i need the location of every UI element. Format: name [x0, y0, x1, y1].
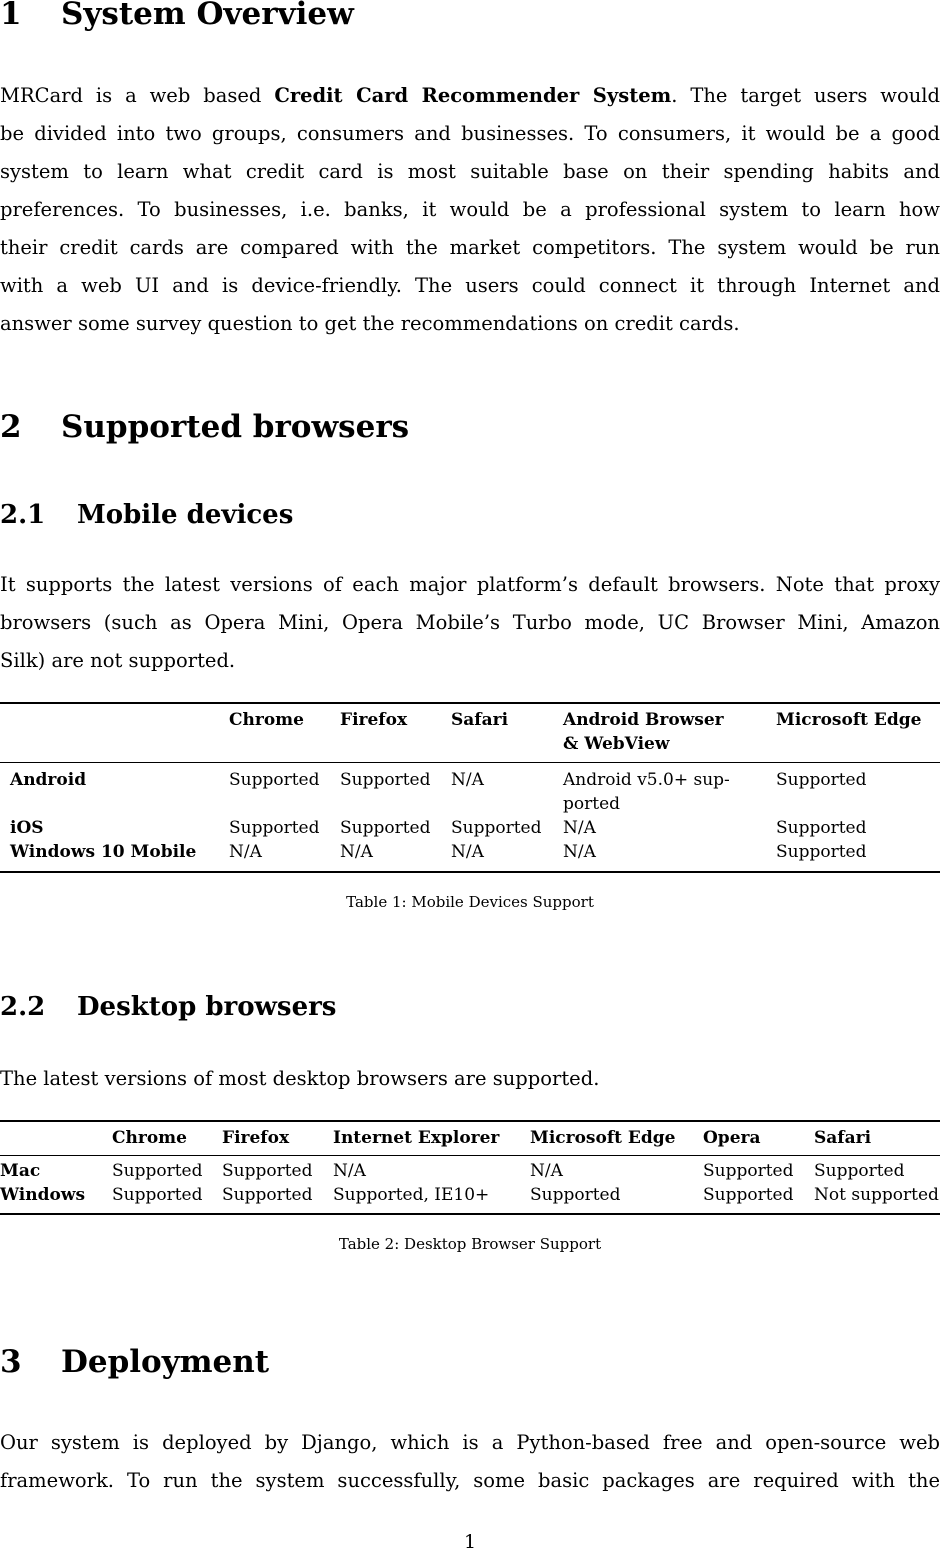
- header-cell: Safari: [814, 1128, 872, 1148]
- section-heading-system-overview: [0, 0, 354, 32]
- table-cell: N/A: [563, 842, 596, 862]
- paragraph-line: Silk) are not supported.: [0, 649, 236, 672]
- table-row: [0, 816, 940, 840]
- table-cell: N/A: [451, 842, 484, 862]
- subsection-heading-mobile-devices: [0, 500, 293, 530]
- overview-paragraph: [0, 77, 940, 343]
- paragraph-line: be divided into two groups, consumers and businesses. To consumers, it would be a good: [0, 122, 940, 145]
- table-caption: Table 1: Mobile Devices Support: [346, 893, 594, 911]
- table-cell: Supported: [229, 818, 320, 838]
- desktop-support-table: [0, 1126, 940, 1207]
- table-header-rule: [0, 762, 940, 763]
- header-cell: [0, 1126, 112, 1152]
- table-cell: [563, 768, 776, 816]
- header-cell: [0, 708, 229, 756]
- table-cell: Supported: [222, 1185, 313, 1205]
- table-cell: Supported: [703, 1161, 794, 1181]
- table-cell: N/A: [451, 770, 484, 790]
- table-header-rule: [0, 1155, 940, 1156]
- section-number: 1: [0, 0, 22, 32]
- table-row: [0, 840, 940, 864]
- paragraph-line: It supports the latest versions of each major platform’s default browsers. Note that proxy: [0, 573, 940, 596]
- header-cell: Safari: [451, 710, 509, 730]
- header-line: Android Browser: [563, 710, 724, 730]
- table-caption: Table 2: Desktop Browser Support: [338, 1235, 602, 1253]
- section-title: System Overview: [61, 0, 354, 32]
- bold-term: Credit Card Recommender System: [274, 84, 672, 107]
- header-cell: Microsoft Edge: [530, 1128, 676, 1148]
- text-run: . The target users would: [671, 84, 940, 107]
- section-heading-deployment: [0, 1344, 269, 1380]
- paragraph-line: framework. To run the system successfully, some basic packages are required with the: [0, 1469, 940, 1492]
- header-cell: Chrome: [112, 1128, 187, 1148]
- page-number: 1: [463, 1531, 477, 1553]
- table-cell: Supported: [112, 1185, 203, 1205]
- paragraph-line: with a web UI and is device-friendly. The users could connect it through Internet and: [0, 274, 940, 297]
- subsection-number: 2.1: [0, 500, 46, 530]
- table-cell: Supported: [530, 1185, 621, 1205]
- row-header: Windows: [0, 1185, 86, 1205]
- cell-line: Android v5.0+ sup-: [563, 770, 730, 790]
- table-top-rule: [0, 702, 940, 704]
- table-cell: Supported: [703, 1185, 794, 1205]
- subsection-heading-desktop-browsers: [0, 992, 336, 1022]
- paragraph-line: answer some survey question to get the recommendations on credit cards.: [0, 312, 740, 335]
- table-cell: N/A: [340, 842, 373, 862]
- mobile-paragraph: [0, 566, 940, 680]
- table-bottom-rule: [0, 871, 940, 873]
- paragraph-line: system to learn what credit card is most suitable base on their spending habits and: [0, 160, 940, 183]
- section-heading-supported-browsers: [0, 409, 409, 445]
- table-header-row: [0, 1126, 940, 1152]
- text-run: MRCard is a web based: [0, 84, 275, 107]
- subsection-number: 2.2: [0, 992, 46, 1022]
- table-cell: Supported: [814, 1161, 905, 1181]
- section-title: Deployment: [61, 1344, 270, 1380]
- table-cell: N/A: [563, 818, 596, 838]
- table-cell: Supported: [776, 842, 867, 862]
- table-cell: Supported: [776, 818, 867, 838]
- table-cell: Supported: [222, 1161, 313, 1181]
- table-cell: Supported: [451, 818, 542, 838]
- table-cell: Supported: [340, 818, 431, 838]
- row-header: Windows 10 Mobile: [10, 842, 197, 862]
- desktop-paragraph: [0, 1060, 940, 1098]
- table-cell: Not supported: [814, 1185, 939, 1205]
- header-cell: Internet Explorer: [333, 1128, 500, 1148]
- paragraph-line: Our system is deployed by Django, which is a Python-based free and open-source web: [0, 1431, 940, 1454]
- table-cell: Supported: [112, 1161, 203, 1181]
- deployment-paragraph: [0, 1424, 940, 1500]
- row-header: Android: [10, 770, 87, 790]
- paragraph-line: preferences. To businesses, i.e. banks, it would be a professional system to learn how: [0, 198, 940, 221]
- header-cell: Firefox: [222, 1128, 290, 1148]
- table-header-row: [0, 708, 940, 756]
- cell-line: ported: [563, 794, 621, 814]
- table-top-rule: [0, 1120, 940, 1122]
- table-cell: Supported: [229, 770, 320, 790]
- table-cell: N/A: [530, 1161, 563, 1181]
- table-cell: N/A: [333, 1161, 366, 1181]
- table-cell: Supported: [776, 770, 867, 790]
- row-header: Mac: [0, 1161, 41, 1181]
- header-cell: [563, 708, 776, 756]
- section-number: 3: [0, 1344, 22, 1380]
- section-number: 2: [0, 409, 22, 445]
- table-cell: Supported: [340, 770, 431, 790]
- table-bottom-rule: [0, 1213, 940, 1215]
- section-title: Supported browsers: [61, 409, 410, 445]
- table-row: [0, 1183, 940, 1207]
- paragraph-line: their credit cards are compared with the market competitors. The system would be run: [0, 236, 940, 259]
- paragraph-line: The latest versions of most desktop browsers are supported.: [0, 1067, 600, 1090]
- paragraph-line: browsers (such as Opera Mini, Opera Mobile’s Turbo mode, UC Browser Mini, Amazon: [0, 611, 940, 634]
- table-cell: N/A: [229, 842, 262, 862]
- table-row: [0, 1159, 940, 1183]
- header-cell: Microsoft Edge: [776, 710, 922, 730]
- mobile-support-table: [0, 708, 940, 864]
- paragraph-line: [0, 77, 940, 115]
- table-row: [0, 768, 940, 816]
- subsection-title: Mobile devices: [77, 500, 294, 530]
- header-line: & WebView: [563, 734, 670, 754]
- table-cell: Supported, IE10+: [333, 1185, 490, 1205]
- header-cell: Opera: [703, 1128, 761, 1148]
- header-cell: Chrome: [229, 710, 304, 730]
- header-cell: Firefox: [340, 710, 408, 730]
- row-header: iOS: [10, 818, 44, 838]
- subsection-title: Desktop browsers: [77, 992, 337, 1022]
